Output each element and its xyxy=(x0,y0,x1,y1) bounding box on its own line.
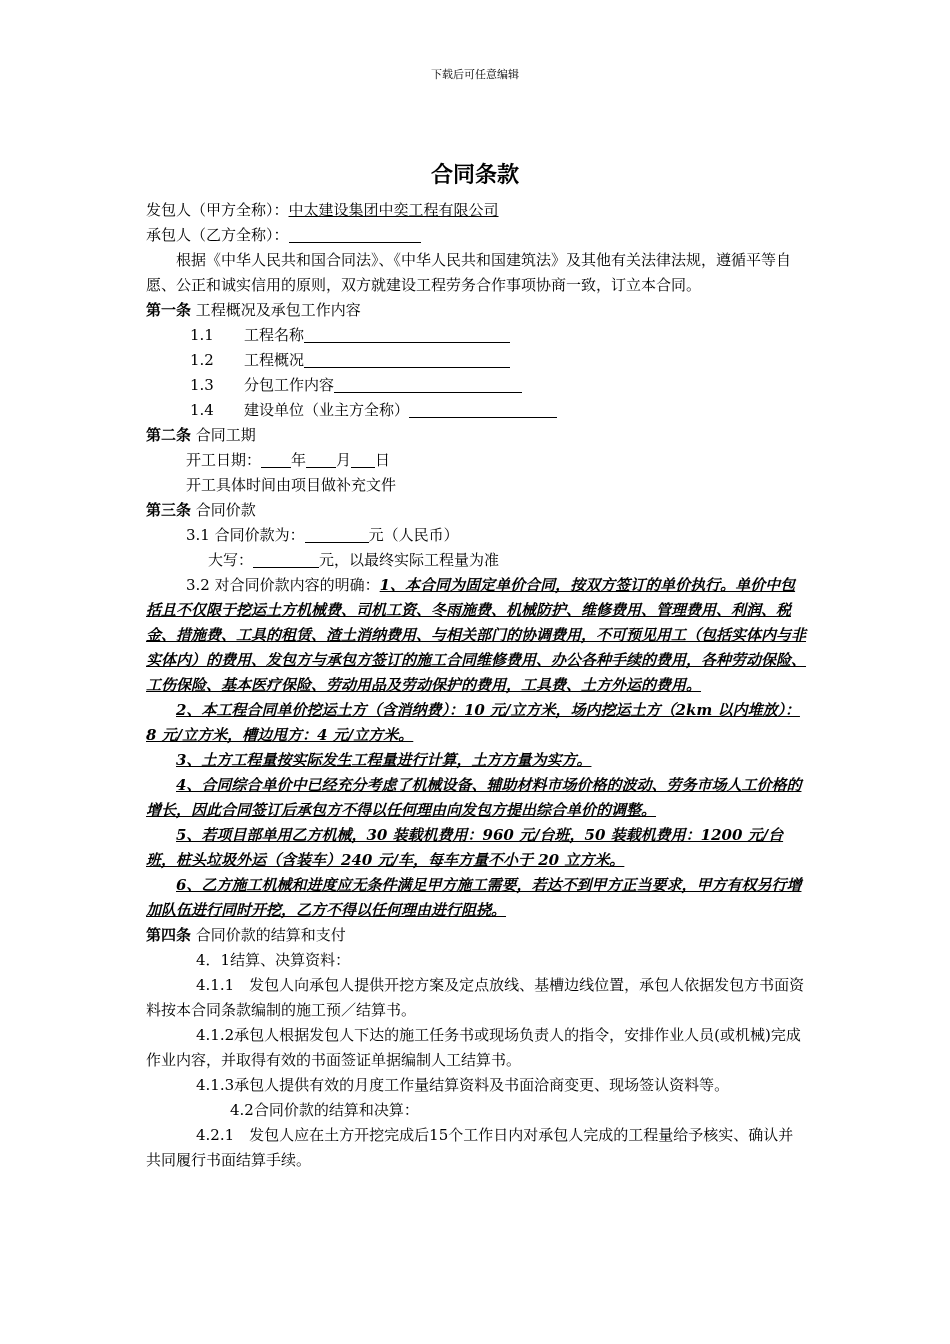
party-b-line xyxy=(146,223,806,248)
item-1-4 xyxy=(146,398,806,423)
item-number: 1.3 xyxy=(190,376,214,394)
clause-3-2-item-5: 5、若项目部单用乙方机械，30 装载机费用：960 元/台班，50 装载机费用：1200 元/台班，桩头垃圾外运（含装车）240 元/车，每车方量不小于 20 立方米。 xyxy=(146,826,784,869)
item-label: 建设单位（业主方全称） xyxy=(244,401,410,419)
clause-4-1-3: 4.1.3承包人提供有效的月度工作量结算资料及书面洽商变更、现场签认资料等。 xyxy=(196,1076,730,1094)
clause-4-1-1: 4.1.1 发包人向承包人提供开挖方案及定点放线、基槽边线位置，承包人依据发包方书面资料按本合同条款编制的施工预／结算书。 xyxy=(146,976,805,1019)
start-date-line xyxy=(146,448,806,473)
price-unit: 元（人民币） xyxy=(368,526,459,544)
month-label: 月 xyxy=(336,451,352,469)
page-header: 下载后可任意编辑 xyxy=(431,68,519,81)
item-label: 分包工作内容 xyxy=(244,376,335,394)
clause-3-2-item-3-para xyxy=(146,748,806,773)
party-b-label: 承包人（乙方全称）： xyxy=(146,226,289,244)
clause-4-1-2: 4.1.2承包人根据发包人下达的施工任务书或现场负责人的指令，安排作业人员(或机械)完成作业内容，并取得有效的书面签证单据编制人工结算书。 xyxy=(146,1026,801,1069)
item-label: 工程名称 xyxy=(244,326,305,344)
month-blank xyxy=(306,451,336,468)
intro-paragraph: 根据《中华人民共和国合同法》、《中华人民共和国建筑法》及其他有关法律法规，遵循平等自愿、公正和诚实信用的原则，双方就建设工程劳务合作事项协商一致，订立本合同。 xyxy=(146,251,792,294)
item-blank xyxy=(409,401,557,418)
item-1-2 xyxy=(146,348,806,373)
document-title: 合同条款 xyxy=(430,163,519,188)
item-1-3 xyxy=(146,373,806,398)
party-a-value: 中太建设集团中奕工程有限公司 xyxy=(288,201,499,219)
article-1-heading xyxy=(146,298,806,323)
start-date-note: 开工具体时间由项目做补充文件 xyxy=(186,476,397,494)
article-4-name: 合同价款的结算和支付 xyxy=(195,926,346,944)
clause-4-2: 4.2合同价款的结算和决算： xyxy=(230,1101,419,1119)
article-1-name: 工程概况及承包工作内容 xyxy=(195,301,361,319)
clause-3-2-item-3: 3、土方工程量按实际发生工程量进行计算，土方方量为实方。 xyxy=(176,751,592,769)
price-words-line xyxy=(146,548,806,573)
item-number: 1.1 xyxy=(190,326,214,344)
article-3-heading xyxy=(146,498,806,523)
clause-3-2-item-4: 4、合同综合单价中已经充分考虑了机械设备、辅助材料市场价格的波动、劳务市场人工价格的增长，因此合同签订后承包方不得以任何理由向发包方提出综合单价的调整。 xyxy=(146,776,802,819)
item-1-1 xyxy=(146,323,806,348)
item-blank xyxy=(304,326,510,343)
day-blank xyxy=(351,451,375,468)
article-2-heading xyxy=(146,423,806,448)
item-blank xyxy=(334,376,522,393)
clause-3-2-item-4-para xyxy=(146,773,806,823)
price-words-blank xyxy=(253,551,319,568)
price-label: 3.1 合同价款为： xyxy=(186,526,305,544)
clause-3-2-item-2-para xyxy=(146,698,806,748)
price-words-label: 大写： xyxy=(208,551,254,569)
article-2-title: 第二条 xyxy=(146,426,192,444)
party-a-line xyxy=(146,198,806,223)
clause-3-2-item-6: 6、乙方施工机械和进度应无条件满足甲方施工需要，若达不到甲方正当要求，甲方有权另行增加队伍进行同时开挖，乙方不得以任何理由进行阻挠。 xyxy=(146,876,802,919)
price-words-unit: 元，以最终实际工程量为准 xyxy=(319,551,500,569)
clause-3-2-item-5-para xyxy=(146,823,806,873)
item-label: 工程概况 xyxy=(244,351,305,369)
price-blank xyxy=(305,526,369,543)
contract-body xyxy=(146,198,806,1173)
clause-3-2-item-6-para xyxy=(146,873,806,923)
clause-4-1: 4．1结算、决算资料： xyxy=(196,951,351,969)
year-blank xyxy=(261,451,291,468)
item-number: 1.2 xyxy=(190,351,214,369)
item-blank xyxy=(304,351,510,368)
clause-3-2 xyxy=(146,573,806,698)
article-2-name: 合同工期 xyxy=(195,426,256,444)
clause-3-2-item-1: 1、本合同为固定单价合同，按双方签订的单价执行。单价中包括且不仅限于挖运土方机械费、司机工资、冬雨施费、机械防护、维修费用、管理费用、利润、税金、措施费、工具的租赁、渣土消纳费用、与相关部门的协调费用，不可预见用工（包括实体内与非实体内）的费用、发包方与承包方签订的施工合同维修费用、办公各种手续的费用，各种劳动保险、工伤保险、基本医疗保险、劳动用品及劳动保护的费用，工具费、土方外运的费用。 xyxy=(146,576,807,694)
year-label: 年 xyxy=(291,451,307,469)
article-3-title: 第三条 xyxy=(146,501,192,519)
article-1-title: 第一条 xyxy=(146,301,192,319)
party-a-label: 发包人（甲方全称）： xyxy=(146,201,289,219)
price-line xyxy=(146,523,806,548)
article-4-heading xyxy=(146,923,806,948)
item-number: 1.4 xyxy=(190,401,214,419)
day-label: 日 xyxy=(375,451,391,469)
party-b-blank xyxy=(289,226,421,243)
clause-3-2-label: 3.2 对合同价款内容的明确： xyxy=(186,576,380,594)
article-3-name: 合同价款 xyxy=(195,501,256,519)
clause-3-2-item-2: 2、本工程合同单价挖运土方（含消纳费）：10 元/立方米，场内挖运土方（2km 以内堆放）：8 元/立方米，槽边甩方：4 元/立方米。 xyxy=(146,701,800,744)
start-date-label: 开工日期： xyxy=(186,451,262,469)
clause-4-2-1: 4.2.1 发包人应在土方开挖完成后15个工作日内对承包人完成的工程量给予核实、确认并共同履行书面结算手续。 xyxy=(146,1126,794,1169)
article-4-title: 第四条 xyxy=(146,926,192,944)
